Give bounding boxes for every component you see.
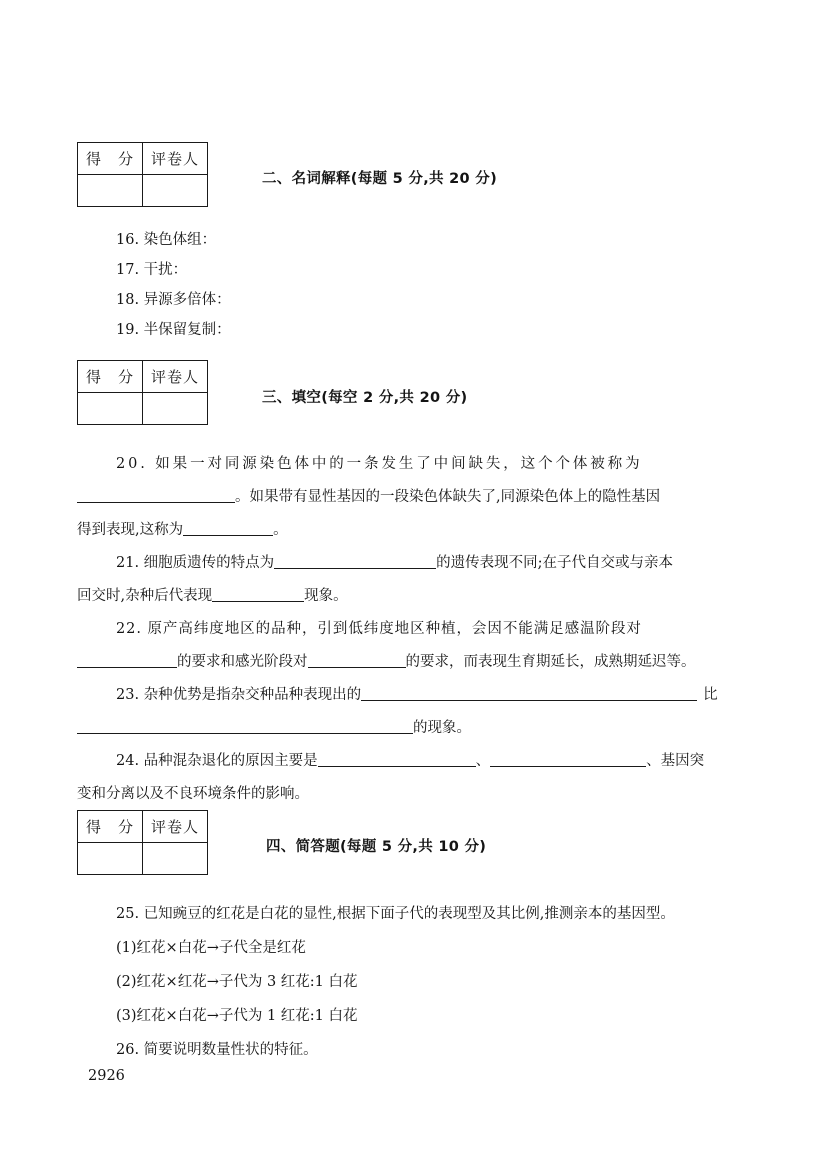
blank-24-1[interactable] bbox=[318, 750, 476, 767]
question-25-item-1: (1)红花×白花→子代全是红花 bbox=[116, 940, 306, 956]
q22-text-1: 22. 原产高纬度地区的品种，引到低纬度地区种植，会因不能满足感温阶段对 bbox=[116, 621, 642, 637]
section-title-4: 四、简答题(每题 5 分,共 10 分) bbox=[266, 839, 487, 855]
score-label: 得 分 bbox=[78, 361, 143, 393]
question-23-line-1 bbox=[116, 679, 718, 712]
q22-text-2: 的要求和感光阶段对 bbox=[177, 654, 308, 670]
grader-cell[interactable] bbox=[143, 175, 208, 207]
question-19: 19. 半保留复制： bbox=[116, 322, 231, 338]
score-box bbox=[77, 142, 208, 207]
q21-text-2: 的遗传表现不同;在子代自交或与亲本 bbox=[436, 555, 674, 571]
q24-text-4: 变和分离以及不良环境条件的影响。 bbox=[77, 786, 309, 802]
blank-21-2[interactable] bbox=[212, 585, 304, 602]
question-17: 17. 干扰： bbox=[116, 262, 188, 278]
question-25-item-3: (3)红花×白花→子代为 1 红花:1 白花 bbox=[116, 1008, 358, 1024]
blank-20-2[interactable] bbox=[183, 519, 273, 536]
question-16: 16. 染色体组： bbox=[116, 232, 217, 248]
q23-text-3: 的现象。 bbox=[413, 720, 471, 736]
q24-text-1: 24. 品种混杂退化的原因主要是 bbox=[116, 753, 318, 769]
q21-text-3: 回交时,杂种后代表现 bbox=[77, 588, 213, 604]
score-cell[interactable] bbox=[78, 393, 143, 425]
page-code: 2926 bbox=[88, 1068, 125, 1084]
blank-22-2[interactable] bbox=[308, 651, 406, 668]
question-24-line-2 bbox=[77, 778, 309, 811]
q21-text-1: 21. 细胞质遗传的特点为 bbox=[116, 555, 275, 571]
q21-text-4: 现象。 bbox=[304, 588, 348, 604]
question-26: 26. 简要说明数量性状的特征。 bbox=[116, 1042, 318, 1058]
grader-label: 评卷人 bbox=[143, 143, 208, 175]
question-25: 25. 已知豌豆的红花是白花的显性,根据下面子代的表现型及其比例,推测亲本的基因型。 bbox=[116, 906, 675, 922]
section-title-3: 三、填空(每空 2 分,共 20 分) bbox=[262, 390, 468, 406]
grader-label: 评卷人 bbox=[143, 361, 208, 393]
q24-text-3: 、基因突 bbox=[646, 753, 705, 769]
q20-text-4: 。 bbox=[273, 522, 288, 538]
section-title-2: 二、名词解释(每题 5 分,共 20 分) bbox=[262, 171, 498, 187]
score-cell[interactable] bbox=[78, 843, 143, 875]
grader-cell[interactable] bbox=[143, 393, 208, 425]
q24-text-2: 、 bbox=[475, 753, 491, 769]
q20-text-2: 。如果带有显性基因的一段染色体缺失了,同源染色体上的隐性基因 bbox=[235, 489, 661, 505]
question-20-line-3 bbox=[77, 514, 288, 547]
question-21-line-2 bbox=[77, 580, 348, 613]
score-box bbox=[77, 810, 208, 875]
question-22-line-1 bbox=[116, 613, 642, 646]
blank-22-1[interactable] bbox=[77, 651, 177, 668]
question-24-line-1 bbox=[116, 745, 704, 778]
grader-label: 评卷人 bbox=[143, 811, 208, 843]
blank-20-1[interactable] bbox=[77, 486, 235, 503]
q20-text-3: 得到表现,这称为 bbox=[77, 522, 184, 538]
question-23-line-2 bbox=[77, 712, 471, 745]
question-18: 18. 异源多倍体： bbox=[116, 292, 231, 308]
question-22-line-2 bbox=[77, 646, 696, 679]
blank-24-2[interactable] bbox=[490, 750, 646, 767]
q23-text-2: 比 bbox=[703, 687, 718, 703]
blank-23-2[interactable] bbox=[77, 717, 413, 734]
score-label: 得 分 bbox=[78, 143, 143, 175]
question-20-line-1 bbox=[116, 448, 642, 481]
question-20-line-2 bbox=[77, 481, 660, 514]
blank-21-1[interactable] bbox=[274, 552, 436, 569]
q20-text-1: 20. 如果一对同源染色体中的一条发生了中间缺失，这个个体被称为 bbox=[116, 456, 643, 472]
score-cell[interactable] bbox=[78, 175, 143, 207]
q23-text-1: 23. 杂种优势是指杂交种品种表现出的 bbox=[116, 687, 362, 703]
score-label: 得 分 bbox=[78, 811, 143, 843]
grader-cell[interactable] bbox=[143, 843, 208, 875]
question-25-item-2: (2)红花×红花→子代为 3 红花:1 白花 bbox=[116, 974, 358, 990]
question-21-line-1 bbox=[116, 547, 673, 580]
q22-text-3: 的要求，而表现生育期延长，成熟期延迟等。 bbox=[405, 654, 696, 670]
blank-23-1[interactable] bbox=[361, 684, 697, 701]
score-box bbox=[77, 360, 208, 425]
